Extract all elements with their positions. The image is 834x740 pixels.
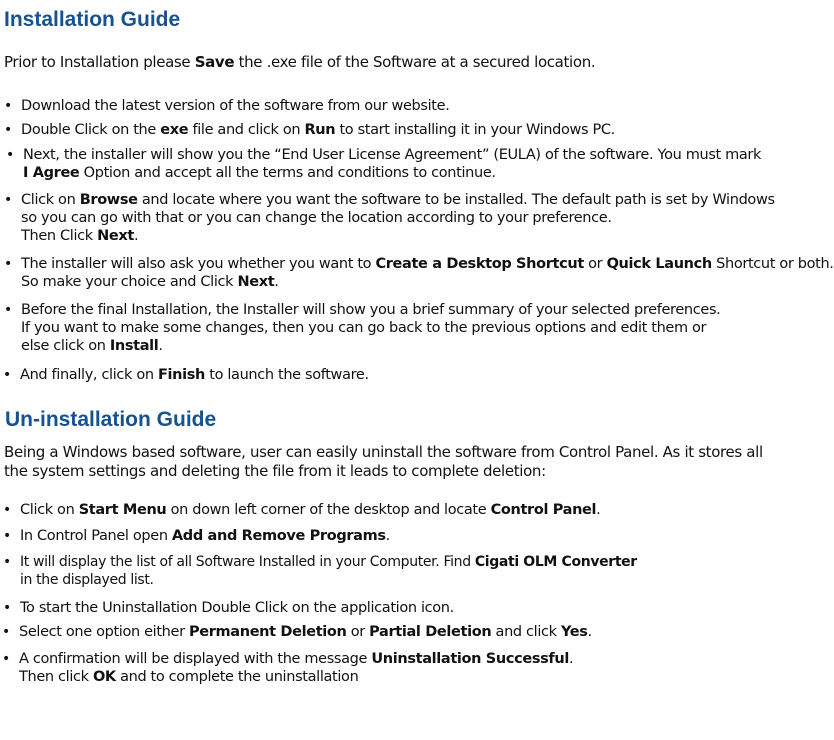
- install-step-6: • Before the final Installation, the Installer will show you a brief summary of your selected preferences. If you want to make some changes, then you can go back to the previous options and edit them or else click on Install.: [21, 301, 781, 355]
- uninstall-step-2: • In Control Panel open Add and Remove Programs.: [20, 527, 780, 545]
- install-step-1: • Download the latest version of the software from our website.: [21, 97, 781, 115]
- install-step-7: • And finally, click on Finish to launch the software.: [20, 366, 780, 384]
- uninstall-step-3: • It will display the list of all Software Installed in your Computer. Find Cigati OLM Converter in the displayed list.: [20, 553, 780, 589]
- uninstall-step-1: • Click on Start Menu on down left corner of the desktop and locate Control Panel.: [20, 501, 780, 519]
- install-step-3: • Next, the installer will show you the “End User License Agreement” (EULA) of the software. You must mark I Agree Option and accept all the terms and conditions to continue.: [23, 146, 783, 182]
- install-step-2: • Double Click on the exe file and click on Run to start installing it in your Windows PC.: [21, 121, 781, 139]
- install-step-5: • The installer will also ask you whether you want to Create a Desktop Shortcut or Quick Launch Shortcut or both. So make your choice and Click Next.: [21, 255, 781, 291]
- uninstallation-intro: Being a Windows based software, user can easily uninstall the software from Control Panel. As it stores all the system settings and deleting the file from it leads to complete deletion:: [4, 443, 763, 480]
- uninstall-step-6: • A confirmation will be displayed with the message Uninstallation Successful. Then click OK and to complete the uninstallation: [19, 650, 779, 686]
- uninstallation-heading: Un-installation Guide: [5, 408, 217, 431]
- installation-intro: Prior to Installation please Save the .exe file of the Software at a secured location.: [4, 53, 596, 71]
- install-step-4: • Click on Browse and locate where you want the software to be installed. The default path is set by Windows so you can go with that or you can change the location according to your preference. Then Click Next.: [21, 191, 781, 245]
- uninstall-step-5: • Select one option either Permanent Deletion or Partial Deletion and click Yes.: [19, 623, 779, 641]
- uninstall-step-4: • To start the Uninstallation Double Click on the application icon.: [20, 599, 780, 617]
- installation-heading: Installation Guide: [4, 8, 181, 31]
